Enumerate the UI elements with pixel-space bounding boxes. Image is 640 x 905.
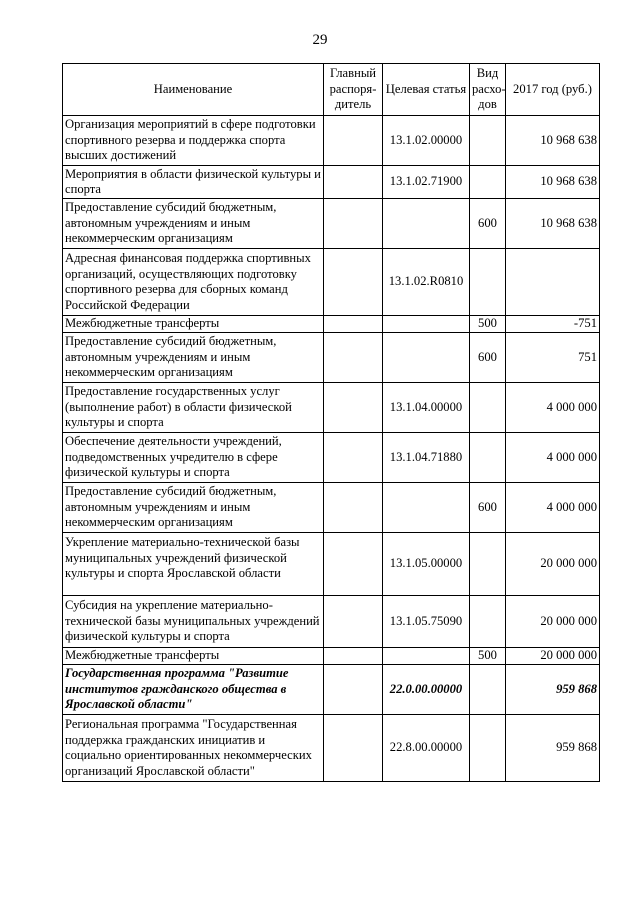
header-expense: Вид расхо-дов: [470, 64, 506, 116]
row-admin: [324, 533, 383, 596]
row-amount: 4 000 000: [506, 433, 600, 483]
row-name: Организация мероприятий в сфере подготовки спортивного резерва и поддержка спорта высших достижений: [63, 116, 324, 166]
row-expense: 600: [470, 333, 506, 383]
row-name: Региональная программа "Государственная поддержка гражданских инициатив и социально ориентированных некоммерческих организаций Ярославской области": [63, 715, 324, 782]
row-target: [383, 316, 470, 333]
row-expense: 500: [470, 648, 506, 665]
header-year: 2017 год (руб.): [506, 64, 600, 116]
table-row: [63, 316, 600, 333]
table-row: [63, 483, 600, 533]
row-target: 22.0.00.00000: [383, 665, 470, 715]
row-target: 13.1.05.00000: [383, 533, 470, 596]
row-admin: [324, 648, 383, 665]
row-admin: [324, 596, 383, 648]
row-amount: -751: [506, 316, 600, 333]
row-name: Обеспечение деятельности учреждений, подведомственных учредителю в сфере физической культуры и спорта: [63, 433, 324, 483]
row-expense: 500: [470, 316, 506, 333]
row-target: 13.1.02.00000: [383, 116, 470, 166]
row-amount: 4 000 000: [506, 483, 600, 533]
row-expense: [470, 383, 506, 433]
row-name: Межбюджетные трансферты: [63, 648, 324, 665]
row-admin: [324, 199, 383, 249]
row-name: Мероприятия в области физической культуры и спорта: [63, 166, 324, 199]
table-row: [63, 199, 600, 249]
row-target: 22.8.00.00000: [383, 715, 470, 782]
page-number: 29: [312, 32, 328, 48]
row-name: Межбюджетные трансферты: [63, 316, 324, 333]
row-expense: [470, 116, 506, 166]
row-admin: [324, 715, 383, 782]
row-target: [383, 199, 470, 249]
table-row: [63, 166, 600, 199]
row-target: 13.1.04.00000: [383, 383, 470, 433]
table-row: [63, 116, 600, 166]
row-name: Укрепление материально-технической базы муниципальных учреждений физической культуры и спорта Ярославской области: [63, 533, 324, 596]
table-row: [63, 433, 600, 483]
row-name: Адресная финансовая поддержка спортивных организаций, осуществляющих подготовку спортивного резерва для сборных команд Российской Федерации: [63, 249, 324, 316]
row-amount: 10 968 638: [506, 199, 600, 249]
row-name: Предоставление государственных услуг (выполнение работ) в области физической культуры и спорта: [63, 383, 324, 433]
header-admin: Главный распоря-дитель: [324, 64, 383, 116]
row-target: [383, 333, 470, 383]
row-expense: 600: [470, 483, 506, 533]
row-name: Государственная программа "Развитие институтов гражданского общества в Ярославской области": [63, 665, 324, 715]
row-target: [383, 483, 470, 533]
row-target: 13.1.02.71900: [383, 166, 470, 199]
row-admin: [324, 665, 383, 715]
row-amount: 959 868: [506, 715, 600, 782]
table-row: [63, 333, 600, 383]
row-expense: [470, 533, 506, 596]
header-name: Наименование: [63, 64, 324, 116]
row-expense: [470, 433, 506, 483]
table-row: [63, 596, 600, 648]
row-admin: [324, 483, 383, 533]
row-target: 13.1.04.71880: [383, 433, 470, 483]
header-row: [63, 64, 600, 116]
row-amount: 20 000 000: [506, 648, 600, 665]
row-admin: [324, 383, 383, 433]
row-amount: 4 000 000: [506, 383, 600, 433]
row-admin: [324, 316, 383, 333]
row-admin: [324, 249, 383, 316]
row-expense: 600: [470, 199, 506, 249]
row-admin: [324, 116, 383, 166]
row-admin: [324, 166, 383, 199]
row-name: Предоставление субсидий бюджетным, автономным учреждениям и иным некоммерческим организациям: [63, 483, 324, 533]
row-admin: [324, 333, 383, 383]
row-amount: 20 000 000: [506, 533, 600, 596]
row-name: Предоставление субсидий бюджетным, автономным учреждениям и иным некоммерческим организациям: [63, 199, 324, 249]
row-name: Субсидия на укрепление материально-технической базы муниципальных учреждений физической культуры и спорта: [63, 596, 324, 648]
header-target: Целевая статья: [383, 64, 470, 116]
table-row-program: [63, 665, 600, 715]
table-row: [63, 533, 600, 596]
row-target: 13.1.02.R0810: [383, 249, 470, 316]
table-row: [63, 383, 600, 433]
row-amount: 751: [506, 333, 600, 383]
row-expense: [470, 665, 506, 715]
row-expense: [470, 249, 506, 316]
table-row: [63, 249, 600, 316]
row-amount: 10 968 638: [506, 166, 600, 199]
row-target: 13.1.05.75090: [383, 596, 470, 648]
row-expense: [470, 715, 506, 782]
row-expense: [470, 166, 506, 199]
row-name: Предоставление субсидий бюджетным, автономным учреждениям и иным некоммерческим организациям: [63, 333, 324, 383]
table-row: [63, 715, 600, 782]
row-amount: [506, 249, 600, 316]
row-amount: 10 968 638: [506, 116, 600, 166]
row-amount: 959 868: [506, 665, 600, 715]
table-row: [63, 648, 600, 665]
row-amount: 20 000 000: [506, 596, 600, 648]
row-admin: [324, 433, 383, 483]
row-expense: [470, 596, 506, 648]
row-target: [383, 648, 470, 665]
budget-table: [62, 63, 600, 782]
